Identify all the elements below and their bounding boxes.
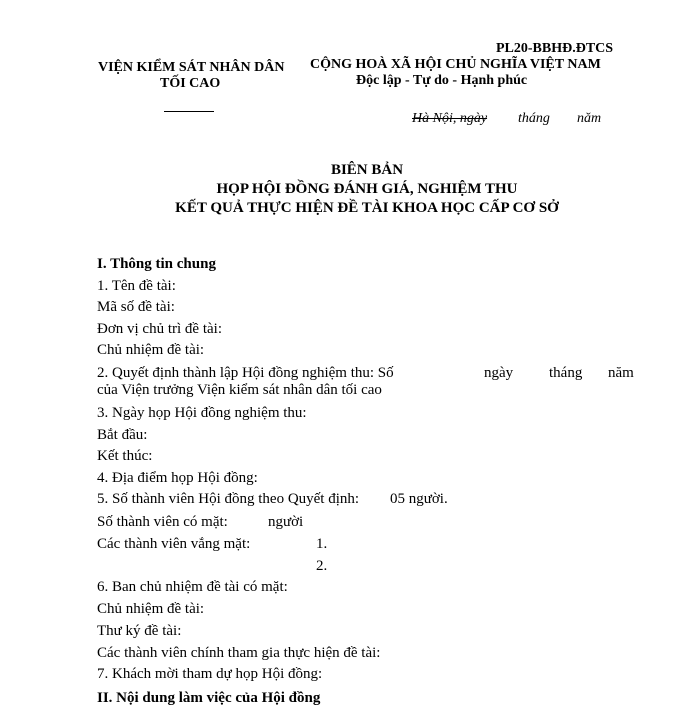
doc-title-line1: BIÊN BẢN [330, 162, 404, 178]
decision-issuer: của Viện trưởng Viện kiểm sát nhân dân tối cao [97, 382, 382, 398]
field-end: Kết thúc: [97, 448, 153, 464]
field-start: Bắt đầu: [97, 427, 148, 443]
field-decision: 2. Quyết định thành lập Hội đồng nghiệm thu: Số [97, 365, 394, 381]
section1-heading: I. Thông tin chung [97, 256, 216, 272]
agency-name-line2: TỐI CAO [160, 76, 221, 91]
field-topic-code: Mã số đề tài: [97, 299, 175, 315]
field-board-secretary: Thư ký đề tài: [97, 623, 182, 639]
present-unit: người [268, 514, 304, 530]
nation-name: CỘNG HOÀ XÃ HỘI CHỦ NGHĨA VIỆT NAM [310, 57, 601, 72]
field-host-unit: Đơn vị chủ trì đề tài: [97, 321, 222, 337]
field-guests: 7. Khách mời tham dự họp Hội đồng: [97, 666, 323, 682]
place-date: Hà Nội, ngày [412, 111, 488, 126]
field-absent: Các thành viên vắng mặt: [97, 536, 251, 552]
nation-motto: Độc lập - Tự do - Hạnh phúc [356, 73, 528, 88]
agency-underline [164, 111, 214, 112]
field-topic-name: 1. Tên đề tài: [97, 278, 176, 294]
form-code: PL20-BBHĐ.ĐTCS [496, 41, 614, 56]
decision-month: tháng [549, 365, 583, 381]
decision-day: ngày [484, 365, 514, 381]
field-board-lead: Chủ nhiệm đề tài: [97, 601, 205, 617]
decision-year: năm [608, 365, 634, 381]
doc-title-line3: KẾT QUẢ THỰC HIỆN ĐỀ TÀI KHOA HỌC CẤP CƠ SỞ [175, 200, 559, 216]
field-board-present: 6. Ban chủ nhiệm đề tài có mặt: [97, 579, 288, 595]
members-value: 05 người. [390, 491, 448, 507]
field-lead: Chủ nhiệm đề tài: [97, 342, 205, 358]
section2-heading: II. Nội dung làm việc của Hội đồng [97, 690, 321, 706]
agency-name-line1: VIỆN KIỂM SÁT NHÂN DÂN [98, 60, 285, 75]
field-meeting-date: 3. Ngày họp Hội đồng nghiệm thu: [97, 405, 307, 421]
field-present: Số thành viên có mặt: [97, 514, 228, 530]
absent-item-1: 1. [316, 536, 328, 552]
field-location: 4. Địa điểm họp Hội đồng: [97, 470, 258, 486]
date-month-label: tháng [518, 111, 550, 126]
absent-item-2: 2. [316, 558, 328, 574]
doc-title-line2: HỌP HỘI ĐỒNG ĐÁNH GIÁ, NGHIỆM THU [216, 181, 518, 197]
field-members: 5. Số thành viên Hội đồng theo Quyết định: [97, 491, 360, 507]
field-board-members: Các thành viên chính tham gia thực hiện đề tài: [97, 645, 381, 661]
date-year-label: năm [577, 111, 602, 126]
